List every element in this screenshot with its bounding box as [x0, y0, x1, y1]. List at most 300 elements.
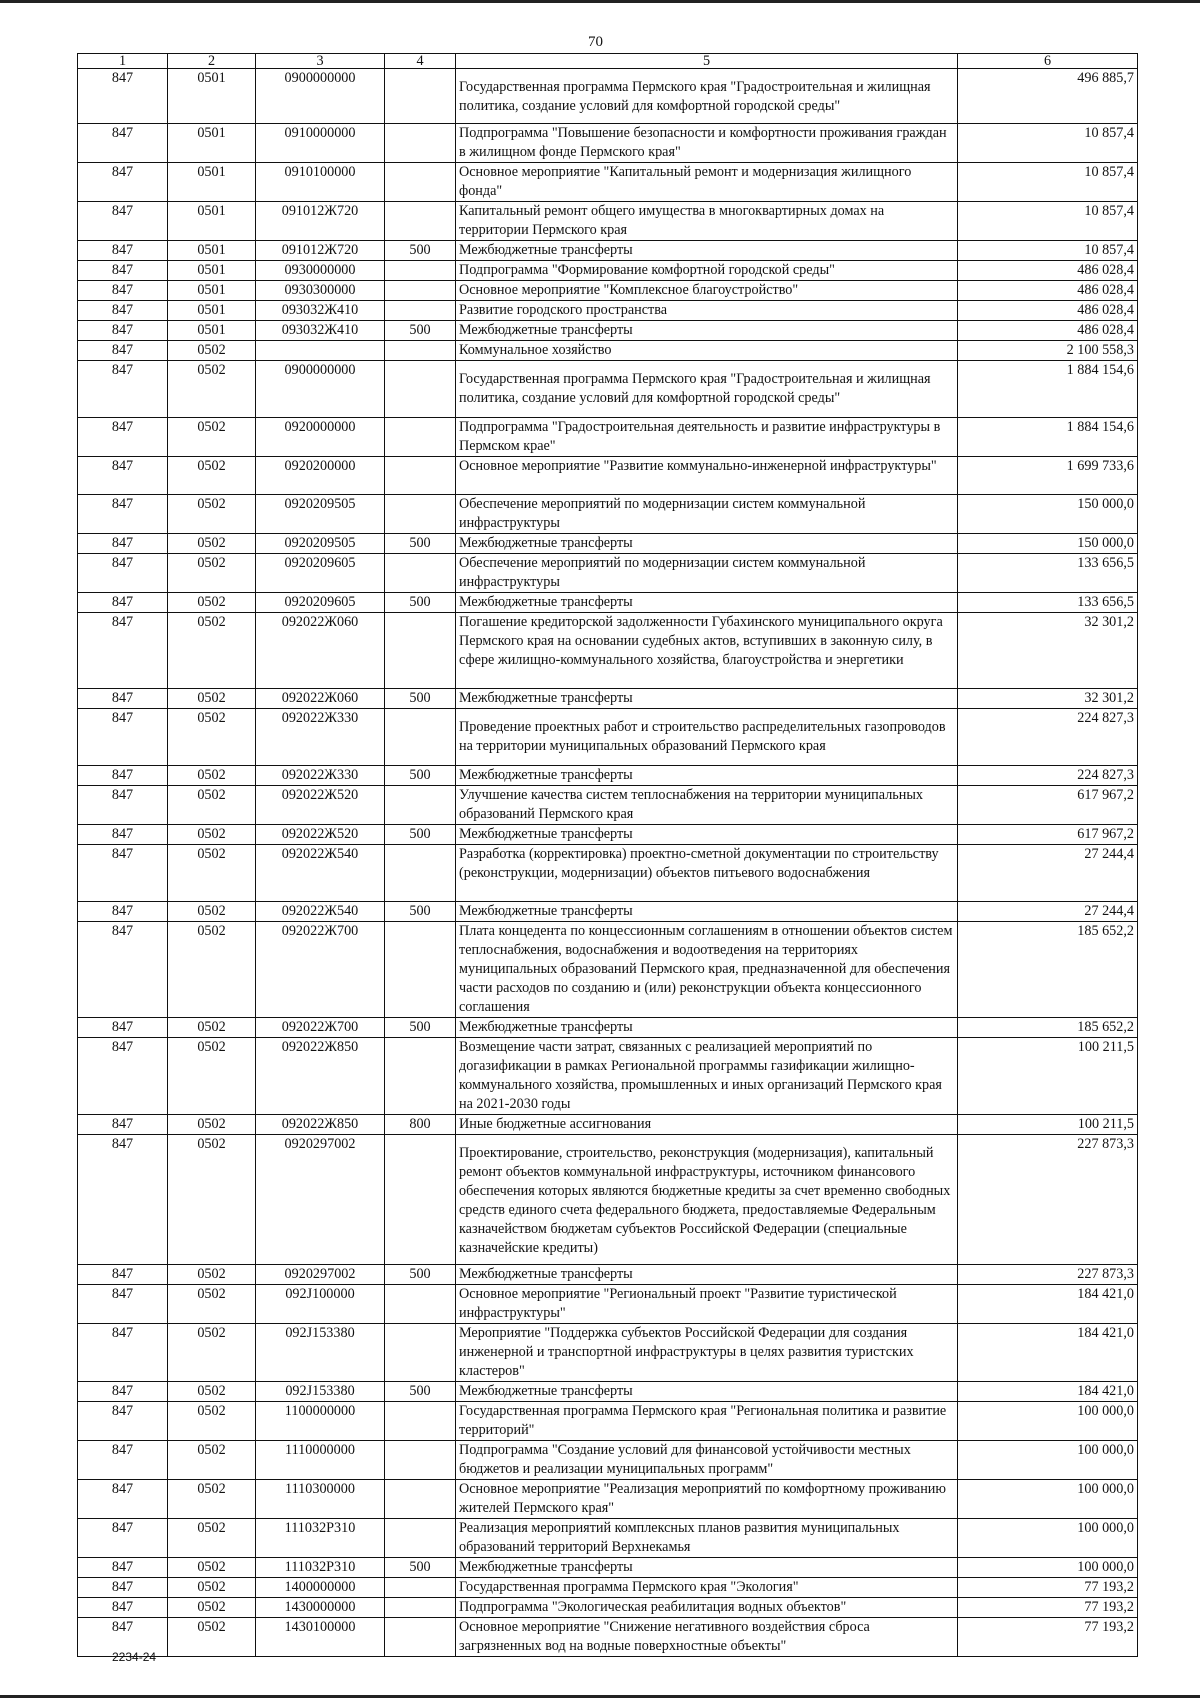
expense-type-code [385, 495, 456, 534]
table-row [78, 1285, 1138, 1324]
ministry-code: 847 [78, 1324, 168, 1382]
expense-type-code [385, 1618, 456, 1657]
expense-type-code [385, 1480, 456, 1519]
target-article-code: 092J153380 [256, 1382, 385, 1402]
section-code: 0502 [168, 1480, 256, 1519]
target-article-code: 092022Ж540 [256, 845, 385, 902]
item-name: Обеспечение мероприятий по модернизации систем коммунальной инфраструктуры [456, 495, 958, 534]
ministry-code: 847 [78, 202, 168, 241]
header-col-2: 2 [168, 54, 256, 69]
table-row [78, 1598, 1138, 1618]
target-article-code: 0920209605 [256, 554, 385, 593]
item-name: Разработка (корректировка) проектно-сметной документации по строительству (реконструкции, модернизации) объектов питьевого водоснабжения [456, 845, 958, 902]
amount: 496 885,7 [958, 69, 1138, 124]
item-name: Плата концедента по концессионным соглашениям в отношении объектов систем теплоснабжения, водоснабжения и водоотведения на территориях муниципальных образований Пермского края, предназначенной для обеспечения части расходов по созданию и (или) реконструкции объекта концессионного соглашения [456, 922, 958, 1018]
target-article-code: 1430000000 [256, 1598, 385, 1618]
expense-type-code [385, 124, 456, 163]
item-name: Межбюджетные трансферты [456, 825, 958, 845]
ministry-code: 847 [78, 1598, 168, 1618]
section-code: 0502 [168, 495, 256, 534]
ministry-code: 847 [78, 1618, 168, 1657]
target-article-code: 0920200000 [256, 457, 385, 495]
ministry-code: 847 [78, 281, 168, 301]
section-code: 0501 [168, 261, 256, 281]
expense-type-code [385, 1285, 456, 1324]
amount: 227 873,3 [958, 1135, 1138, 1265]
amount: 100 000,0 [958, 1441, 1138, 1480]
section-code: 0502 [168, 1265, 256, 1285]
target-article-code: 092022Ж850 [256, 1038, 385, 1115]
page-number: 70 [588, 34, 603, 50]
expense-type-code [385, 1598, 456, 1618]
section-code: 0502 [168, 902, 256, 922]
item-name: Улучшение качества систем теплоснабжения на территории муниципальных образований Пермского края [456, 786, 958, 825]
ministry-code: 847 [78, 261, 168, 281]
header-col-6: 6 [958, 54, 1138, 69]
table-row [78, 361, 1138, 418]
item-name: Подпрограмма "Формирование комфортной городской среды" [456, 261, 958, 281]
amount: 1 884 154,6 [958, 418, 1138, 457]
table-row [78, 1519, 1138, 1558]
amount: 224 827,3 [958, 766, 1138, 786]
table-row [78, 1382, 1138, 1402]
item-name: Капитальный ремонт общего имущества в многоквартирных домах на территории Пермского края [456, 202, 958, 241]
expense-type-code: 500 [385, 1382, 456, 1402]
amount: 10 857,4 [958, 163, 1138, 202]
section-code: 0501 [168, 202, 256, 241]
expense-type-code [385, 457, 456, 495]
ministry-code: 847 [78, 689, 168, 709]
item-name: Межбюджетные трансферты [456, 1382, 958, 1402]
section-code: 0502 [168, 341, 256, 361]
table-row [78, 766, 1138, 786]
amount: 227 873,3 [958, 1265, 1138, 1285]
item-name: Возмещение части затрат, связанных с реализацией мероприятий по догазификации в рамках Региональной программы газификации жилищно-коммунального хозяйства, промышленных и иных организаций Пермского края на 2021-2030 годы [456, 1038, 958, 1115]
table-row [78, 341, 1138, 361]
target-article-code: 092022Ж060 [256, 689, 385, 709]
table-row [78, 301, 1138, 321]
section-code: 0502 [168, 1558, 256, 1578]
table-row [78, 1115, 1138, 1135]
item-name: Погашение кредиторской задолженности Губахинского муниципального округа Пермского края на основании судебных актов, вступивших в законную силу, в сфере жилищно-коммунального хозяйства, благоустройства и энергетики [456, 613, 958, 689]
ministry-code: 847 [78, 534, 168, 554]
document-footer-code: 2234-24 [112, 1650, 157, 1664]
table-row [78, 709, 1138, 766]
amount: 1 884 154,6 [958, 361, 1138, 418]
amount: 100 211,5 [958, 1038, 1138, 1115]
expense-type-code: 500 [385, 1558, 456, 1578]
target-article-code: 092022Ж850 [256, 1115, 385, 1135]
amount: 77 193,2 [958, 1578, 1138, 1598]
table-row [78, 613, 1138, 689]
item-name: Основное мероприятие "Региональный проект "Развитие туристической инфраструктуры" [456, 1285, 958, 1324]
ministry-code: 847 [78, 1135, 168, 1265]
amount: 617 967,2 [958, 825, 1138, 845]
header-col-1: 1 [78, 54, 168, 69]
table-row [78, 1038, 1138, 1115]
item-name: Подпрограмма "Экологическая реабилитация водных объектов" [456, 1598, 958, 1618]
target-article-code: 091012Ж720 [256, 202, 385, 241]
amount: 184 421,0 [958, 1382, 1138, 1402]
table-row [78, 124, 1138, 163]
ministry-code: 847 [78, 613, 168, 689]
amount: 224 827,3 [958, 709, 1138, 766]
table-row [78, 69, 1138, 124]
ministry-code: 847 [78, 825, 168, 845]
expense-type-code [385, 341, 456, 361]
budget-table [77, 53, 1138, 1657]
amount: 100 000,0 [958, 1558, 1138, 1578]
table-row [78, 241, 1138, 261]
amount: 10 857,4 [958, 202, 1138, 241]
expense-type-code: 500 [385, 593, 456, 613]
expense-type-code [385, 1402, 456, 1441]
table-row [78, 922, 1138, 1018]
ministry-code: 847 [78, 163, 168, 202]
expense-type-code [385, 709, 456, 766]
amount: 100 000,0 [958, 1480, 1138, 1519]
expense-type-code: 500 [385, 534, 456, 554]
table-row [78, 1578, 1138, 1598]
section-code: 0502 [168, 534, 256, 554]
target-article-code: 0910000000 [256, 124, 385, 163]
target-article-code: 092022Ж060 [256, 613, 385, 689]
section-code: 0502 [168, 361, 256, 418]
target-article-code: 092022Ж540 [256, 902, 385, 922]
expense-type-code: 500 [385, 766, 456, 786]
item-name: Межбюджетные трансферты [456, 1265, 958, 1285]
section-code: 0501 [168, 301, 256, 321]
item-name: Межбюджетные трансферты [456, 902, 958, 922]
table-row [78, 457, 1138, 495]
table-row [78, 1265, 1138, 1285]
target-article-code: 1100000000 [256, 1402, 385, 1441]
expense-type-code [385, 1441, 456, 1480]
expense-type-code: 800 [385, 1115, 456, 1135]
section-code: 0502 [168, 554, 256, 593]
ministry-code: 847 [78, 69, 168, 124]
item-name: Мероприятие "Поддержка субъектов Российской Федерации для создания инженерной и транспортной инфраструктуры в целях развития туристских кластеров" [456, 1324, 958, 1382]
section-code: 0502 [168, 1038, 256, 1115]
section-code: 0502 [168, 1135, 256, 1265]
ministry-code: 847 [78, 418, 168, 457]
table-row [78, 554, 1138, 593]
table-row [78, 825, 1138, 845]
amount: 27 244,4 [958, 845, 1138, 902]
table-row [78, 1441, 1138, 1480]
item-name: Развитие городского пространства [456, 301, 958, 321]
table-row [78, 689, 1138, 709]
expense-type-code [385, 261, 456, 281]
expense-type-code [385, 922, 456, 1018]
ministry-code: 847 [78, 766, 168, 786]
section-code: 0502 [168, 786, 256, 825]
ministry-code: 847 [78, 845, 168, 902]
scan-top-edge [0, 0, 1200, 3]
amount: 100 000,0 [958, 1402, 1138, 1441]
ministry-code: 847 [78, 922, 168, 1018]
amount: 185 652,2 [958, 1018, 1138, 1038]
amount: 1 699 733,6 [958, 457, 1138, 495]
amount: 184 421,0 [958, 1285, 1138, 1324]
ministry-code: 847 [78, 1480, 168, 1519]
item-name: Подпрограмма "Повышение безопасности и комфортности проживания граждан в жилищном фонде Пермского края" [456, 124, 958, 163]
table-row [78, 1558, 1138, 1578]
target-article-code: 0900000000 [256, 361, 385, 418]
target-article-code: 1110300000 [256, 1480, 385, 1519]
amount: 27 244,4 [958, 902, 1138, 922]
section-code: 0502 [168, 1285, 256, 1324]
amount: 486 028,4 [958, 261, 1138, 281]
item-name: Реализация мероприятий комплексных планов развития муниципальных образований территорий Верхнекамья [456, 1519, 958, 1558]
target-article-code: 0930300000 [256, 281, 385, 301]
target-article-code: 111032Р310 [256, 1558, 385, 1578]
section-code: 0502 [168, 1618, 256, 1657]
target-article-code: 093032Ж410 [256, 301, 385, 321]
expense-type-code [385, 1324, 456, 1382]
item-name: Государственная программа Пермского края "Региональная политика и развитие территорий" [456, 1402, 958, 1441]
section-code: 0502 [168, 825, 256, 845]
target-article-code: 092022Ж700 [256, 1018, 385, 1038]
target-article-code: 093032Ж410 [256, 321, 385, 341]
item-name: Межбюджетные трансферты [456, 1018, 958, 1038]
section-code: 0502 [168, 1598, 256, 1618]
section-code: 0501 [168, 321, 256, 341]
table-row [78, 261, 1138, 281]
amount: 77 193,2 [958, 1598, 1138, 1618]
item-name: Межбюджетные трансферты [456, 689, 958, 709]
section-code: 0502 [168, 1402, 256, 1441]
expense-type-code [385, 301, 456, 321]
table-row [78, 281, 1138, 301]
ministry-code: 847 [78, 341, 168, 361]
ministry-code: 847 [78, 1402, 168, 1441]
ministry-code: 847 [78, 1265, 168, 1285]
target-article-code: 0920209505 [256, 534, 385, 554]
target-article-code: 0920209605 [256, 593, 385, 613]
expense-type-code: 500 [385, 902, 456, 922]
amount: 32 301,2 [958, 613, 1138, 689]
table-row [78, 845, 1138, 902]
section-code: 0502 [168, 418, 256, 457]
ministry-code: 847 [78, 495, 168, 534]
item-name: Обеспечение мероприятий по модернизации систем коммунальной инфраструктуры [456, 554, 958, 593]
item-name: Государственная программа Пермского края "Экология" [456, 1578, 958, 1598]
section-code: 0501 [168, 124, 256, 163]
item-name: Проектирование, строительство, реконструкция (модернизация), капитальный ремонт объектов коммунальной инфраструктуры, источником финансового обеспечения которых являются бюджетные кредиты за счет временно свободных средств единого счета федерального бюджета, предоставляемые Федеральным казначейством бюджетам субъектов Российской Федерации (специальные казначейские кредиты) [456, 1135, 958, 1265]
expense-type-code [385, 554, 456, 593]
target-article-code: 092022Ж520 [256, 786, 385, 825]
ministry-code: 847 [78, 1519, 168, 1558]
table-row [78, 1324, 1138, 1382]
header-col-3: 3 [256, 54, 385, 69]
section-code: 0502 [168, 922, 256, 1018]
section-code: 0501 [168, 241, 256, 261]
table-row [78, 1135, 1138, 1265]
amount: 10 857,4 [958, 241, 1138, 261]
amount: 133 656,5 [958, 554, 1138, 593]
item-name: Межбюджетные трансферты [456, 321, 958, 341]
item-name: Основное мероприятие "Капитальный ремонт и модернизация жилищного фонда" [456, 163, 958, 202]
item-name: Основное мероприятие "Комплексное благоустройство" [456, 281, 958, 301]
target-article-code: 092J153380 [256, 1324, 385, 1382]
section-code: 0501 [168, 69, 256, 124]
target-article-code: 092022Ж330 [256, 766, 385, 786]
expense-type-code: 500 [385, 241, 456, 261]
expense-type-code [385, 613, 456, 689]
table-row [78, 1402, 1138, 1441]
expense-type-code [385, 281, 456, 301]
ministry-code: 847 [78, 1441, 168, 1480]
amount: 150 000,0 [958, 495, 1138, 534]
ministry-code: 847 [78, 709, 168, 766]
item-name: Межбюджетные трансферты [456, 241, 958, 261]
ministry-code: 847 [78, 321, 168, 341]
table-row [78, 418, 1138, 457]
target-article-code: 092022Ж330 [256, 709, 385, 766]
target-article-code: 1400000000 [256, 1578, 385, 1598]
expense-type-code [385, 1038, 456, 1115]
ministry-code: 847 [78, 361, 168, 418]
target-article-code: 111032Р310 [256, 1519, 385, 1558]
section-code: 0502 [168, 766, 256, 786]
amount: 100 000,0 [958, 1519, 1138, 1558]
expense-type-code: 500 [385, 825, 456, 845]
amount: 10 857,4 [958, 124, 1138, 163]
target-article-code: 0930000000 [256, 261, 385, 281]
amount: 486 028,4 [958, 301, 1138, 321]
target-article-code: 1110000000 [256, 1441, 385, 1480]
ministry-code: 847 [78, 554, 168, 593]
amount: 486 028,4 [958, 321, 1138, 341]
amount: 486 028,4 [958, 281, 1138, 301]
table-row [78, 593, 1138, 613]
target-article-code: 091012Ж720 [256, 241, 385, 261]
expense-type-code [385, 163, 456, 202]
table-row [78, 1480, 1138, 1519]
section-code: 0501 [168, 281, 256, 301]
item-name: Подпрограмма "Создание условий для финансовой устойчивости местных бюджетов и реализации муниципальных программ" [456, 1441, 958, 1480]
table-row [78, 1018, 1138, 1038]
item-name: Государственная программа Пермского края "Градостроительная и жилищная политика, создание условий для комфортной городской среды" [456, 69, 958, 124]
item-name: Межбюджетные трансферты [456, 766, 958, 786]
target-article-code: 0920000000 [256, 418, 385, 457]
expense-type-code: 500 [385, 689, 456, 709]
header-col-4: 4 [385, 54, 456, 69]
table-row [78, 1618, 1138, 1657]
amount: 150 000,0 [958, 534, 1138, 554]
table-row [78, 495, 1138, 534]
section-code: 0502 [168, 1018, 256, 1038]
target-article-code: 0920297002 [256, 1265, 385, 1285]
ministry-code: 847 [78, 1382, 168, 1402]
section-code: 0502 [168, 1382, 256, 1402]
item-name: Подпрограмма "Градостроительная деятельность и развитие инфраструктуры в Пермском крае" [456, 418, 958, 457]
table-row [78, 534, 1138, 554]
expense-type-code [385, 845, 456, 902]
item-name: Иные бюджетные ассигнования [456, 1115, 958, 1135]
table-row [78, 163, 1138, 202]
item-name: Межбюджетные трансферты [456, 1558, 958, 1578]
section-code: 0502 [168, 845, 256, 902]
table-row [78, 321, 1138, 341]
item-name: Основное мероприятие "Снижение негативного воздействия сброса загрязненных вод на водные поверхностные объекты" [456, 1618, 958, 1657]
amount: 2 100 558,3 [958, 341, 1138, 361]
amount: 617 967,2 [958, 786, 1138, 825]
section-code: 0502 [168, 593, 256, 613]
table-row [78, 202, 1138, 241]
section-code: 0502 [168, 613, 256, 689]
expense-type-code [385, 1578, 456, 1598]
target-article-code: 0910100000 [256, 163, 385, 202]
expense-type-code: 500 [385, 1265, 456, 1285]
section-code: 0502 [168, 1578, 256, 1598]
item-name: Государственная программа Пермского края "Градостроительная и жилищная политика, создание условий для комфортной городской среды" [456, 361, 958, 418]
section-code: 0502 [168, 1441, 256, 1480]
ministry-code: 847 [78, 1558, 168, 1578]
ministry-code: 847 [78, 1285, 168, 1324]
target-article-code: 092022Ж520 [256, 825, 385, 845]
section-code: 0502 [168, 1115, 256, 1135]
ministry-code: 847 [78, 1018, 168, 1038]
item-name: Межбюджетные трансферты [456, 593, 958, 613]
ministry-code: 847 [78, 241, 168, 261]
target-article-code: 1430100000 [256, 1618, 385, 1657]
ministry-code: 847 [78, 1578, 168, 1598]
table-header-row [78, 54, 1138, 69]
ministry-code: 847 [78, 593, 168, 613]
section-code: 0502 [168, 457, 256, 495]
ministry-code: 847 [78, 786, 168, 825]
amount: 32 301,2 [958, 689, 1138, 709]
ministry-code: 847 [78, 1115, 168, 1135]
target-article-code: 092J100000 [256, 1285, 385, 1324]
expense-type-code [385, 69, 456, 124]
expense-type-code [385, 361, 456, 418]
target-article-code: 0900000000 [256, 69, 385, 124]
ministry-code: 847 [78, 301, 168, 321]
section-code: 0502 [168, 709, 256, 766]
expense-type-code [385, 1135, 456, 1265]
item-name: Коммунальное хозяйство [456, 341, 958, 361]
amount: 185 652,2 [958, 922, 1138, 1018]
target-article-code: 092022Ж700 [256, 922, 385, 1018]
section-code: 0502 [168, 689, 256, 709]
item-name: Проведение проектных работ и строительство распределительных газопроводов на территории муниципальных образований Пермского края [456, 709, 958, 766]
ministry-code: 847 [78, 902, 168, 922]
header-col-5: 5 [456, 54, 958, 69]
expense-type-code: 500 [385, 1018, 456, 1038]
amount: 100 211,5 [958, 1115, 1138, 1135]
table-row [78, 902, 1138, 922]
target-article-code: 0920297002 [256, 1135, 385, 1265]
expense-type-code [385, 202, 456, 241]
section-code: 0502 [168, 1519, 256, 1558]
target-article-code [256, 341, 385, 361]
section-code: 0501 [168, 163, 256, 202]
target-article-code: 0920209505 [256, 495, 385, 534]
ministry-code: 847 [78, 1038, 168, 1115]
table-row [78, 786, 1138, 825]
item-name: Основное мероприятие "Реализация мероприятий по комфортному проживанию жителей Пермского края" [456, 1480, 958, 1519]
item-name: Межбюджетные трансферты [456, 534, 958, 554]
expense-type-code: 500 [385, 321, 456, 341]
ministry-code: 847 [78, 457, 168, 495]
expense-type-code [385, 418, 456, 457]
amount: 184 421,0 [958, 1324, 1138, 1382]
expense-type-code [385, 1519, 456, 1558]
item-name: Основное мероприятие "Развитие коммунально-инженерной инфраструктуры" [456, 457, 958, 495]
